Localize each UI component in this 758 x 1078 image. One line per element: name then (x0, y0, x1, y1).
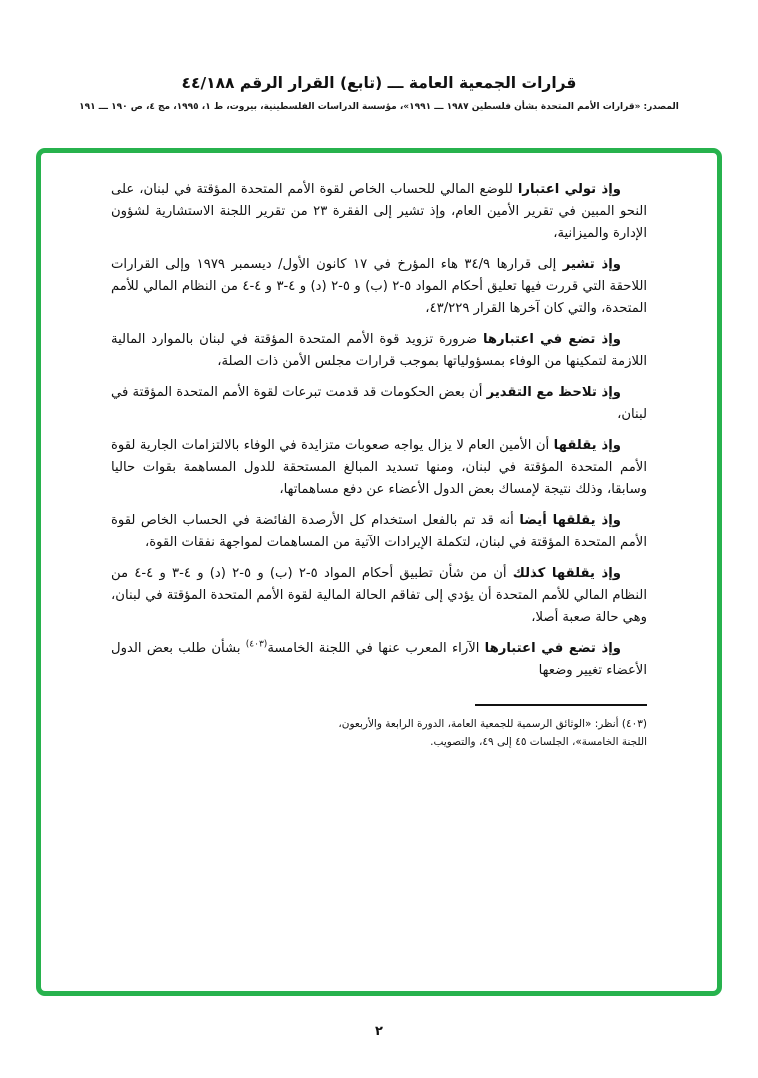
paragraph-lead: وإذ يقلقها (553, 438, 621, 453)
paragraph-lead: وإذ تشير (562, 257, 621, 272)
paragraph-text: أن بعض الحكومات قد قدمت تبرعات لقوة الأمم المتحدة المؤقتة في لبنان، (111, 385, 647, 422)
paragraph-text: للوضع المالي للحساب الخاص لقوة الأمم المتحدة المؤقتة في لبنان، على النحو المبين في تقرير الأمين العام، وإذ تشير إلى الفقرة ٢٣ من تقرير اللجنة الاستشارية لشؤون الإدارة والميزانية، (111, 182, 647, 241)
paragraph (111, 435, 647, 501)
paragraph-text: ضرورة تزويد قوة الأمم المتحدة المؤقتة في لبنان بالموارد المالية اللازمة لتمكينها من الوفاء بمسؤولياتها بموجب قرارات مجلس الأمن ذات الصلة، (111, 332, 647, 369)
paragraph (111, 510, 647, 554)
paragraph-text: أن من شأن تطبيق أحكام المواد ٥-٢ (ب) و ٥-٢ (د) و ٤-٣ و ٤-٤ من النظام المالي للأمم المتحدة أن يؤدي إلى تفاقم الحالة المالية لقوة الأمم المتحدة المؤقتة في لبنان، وهي حالة صعبة أصلا، (111, 566, 647, 625)
footnote-line-1: (٤٠٣) أنظر: «الوثائق الرسمية للجمعية العامة، الدورة الرابعة والأربعون، (338, 718, 647, 730)
paragraph (111, 382, 647, 426)
paragraph-lead: وإذ تضع في اعتبارها (482, 332, 622, 347)
paragraph-lead: وإذ يقلقها كذلك (512, 566, 621, 581)
paragraph-text: أن الأمين العام لا يزال يواجه صعوبات متزايدة في الوفاء بالالتزامات الجارية لقوة الأمم المتحدة المؤقتة في لبنان، ومنها تسديد المبالغ المستحقة للدول المساهمة بقوات حاليا وسابقا، وذلك نتيجة لإمساك بعض الدول الأعضاء عن دفع مساهماتها، (111, 438, 647, 497)
paragraph-lead: وإذ تولي اعتبارا (517, 182, 621, 197)
paragraph-lead: وإذ تلاحظ مع التقدير (486, 385, 621, 400)
paragraph-text: الآراء المعرب عنها في اللجنة الخامسة (267, 641, 485, 656)
paragraph (111, 638, 647, 682)
footnote-marker: (٤٠٣) (245, 639, 268, 650)
footnote-line-2: اللجنة الخامسة»، الجلسات ٤٥ إلى ٤٩، والتصويب. (430, 736, 647, 748)
paragraph (111, 179, 647, 245)
page-title: قرارات الجمعية العامة ـــ (تابع) القرار الرقم ٤٤/١٨٨ (181, 74, 577, 92)
paragraph-text: بشأن طلب بعض الدول الأعضاء تغيير وضعها (111, 641, 647, 678)
paragraph-text: إلى قرارها ٣٤/٩ هاء المؤرخ في ١٧ كانون الأول/ ديسمبر ١٩٧٩ وإلى القرارات اللاحقة التي قررت فيها تعليق أحكام المواد ٥-٢ (ب) و ٥-٢ (د) و ٤-٣ و ٤-٤ من النظام المالي للأمم المتحدة، والتي كان آخرها القرار ٤٣/٢٢٩، (111, 257, 647, 316)
paragraph (111, 254, 647, 320)
document-frame (36, 148, 722, 996)
footnote-divider (475, 704, 647, 706)
footnote-section (111, 704, 647, 751)
source-line: المصدر: «قرارات الأمم المتحدة بشأن فلسطين ١٩٨٧ ـــ ١٩٩١»، مؤسسة الدراسات الفلسطينية، بيروت، ط ١، ١٩٩٥، مج ٤، ص ١٩٠ ـــ ١٩١ (79, 102, 679, 112)
paragraph-lead: وإذ تضع في اعتبارها (484, 641, 622, 656)
paragraph-text: أنه قد تم بالفعل استخدام كل الأرصدة الفائضة في الحساب الخاص لقوة الأمم المتحدة المؤقتة في لبنان، لتكملة الإيرادات الآتية من المساهمات لمواجهة نفقات القوة، (111, 513, 647, 550)
paragraph (111, 329, 647, 373)
paragraph-lead: وإذ يقلقها أيضا (519, 513, 622, 528)
page-number: ٢ (375, 1024, 383, 1039)
paragraph (111, 563, 647, 629)
document-body (111, 179, 647, 751)
